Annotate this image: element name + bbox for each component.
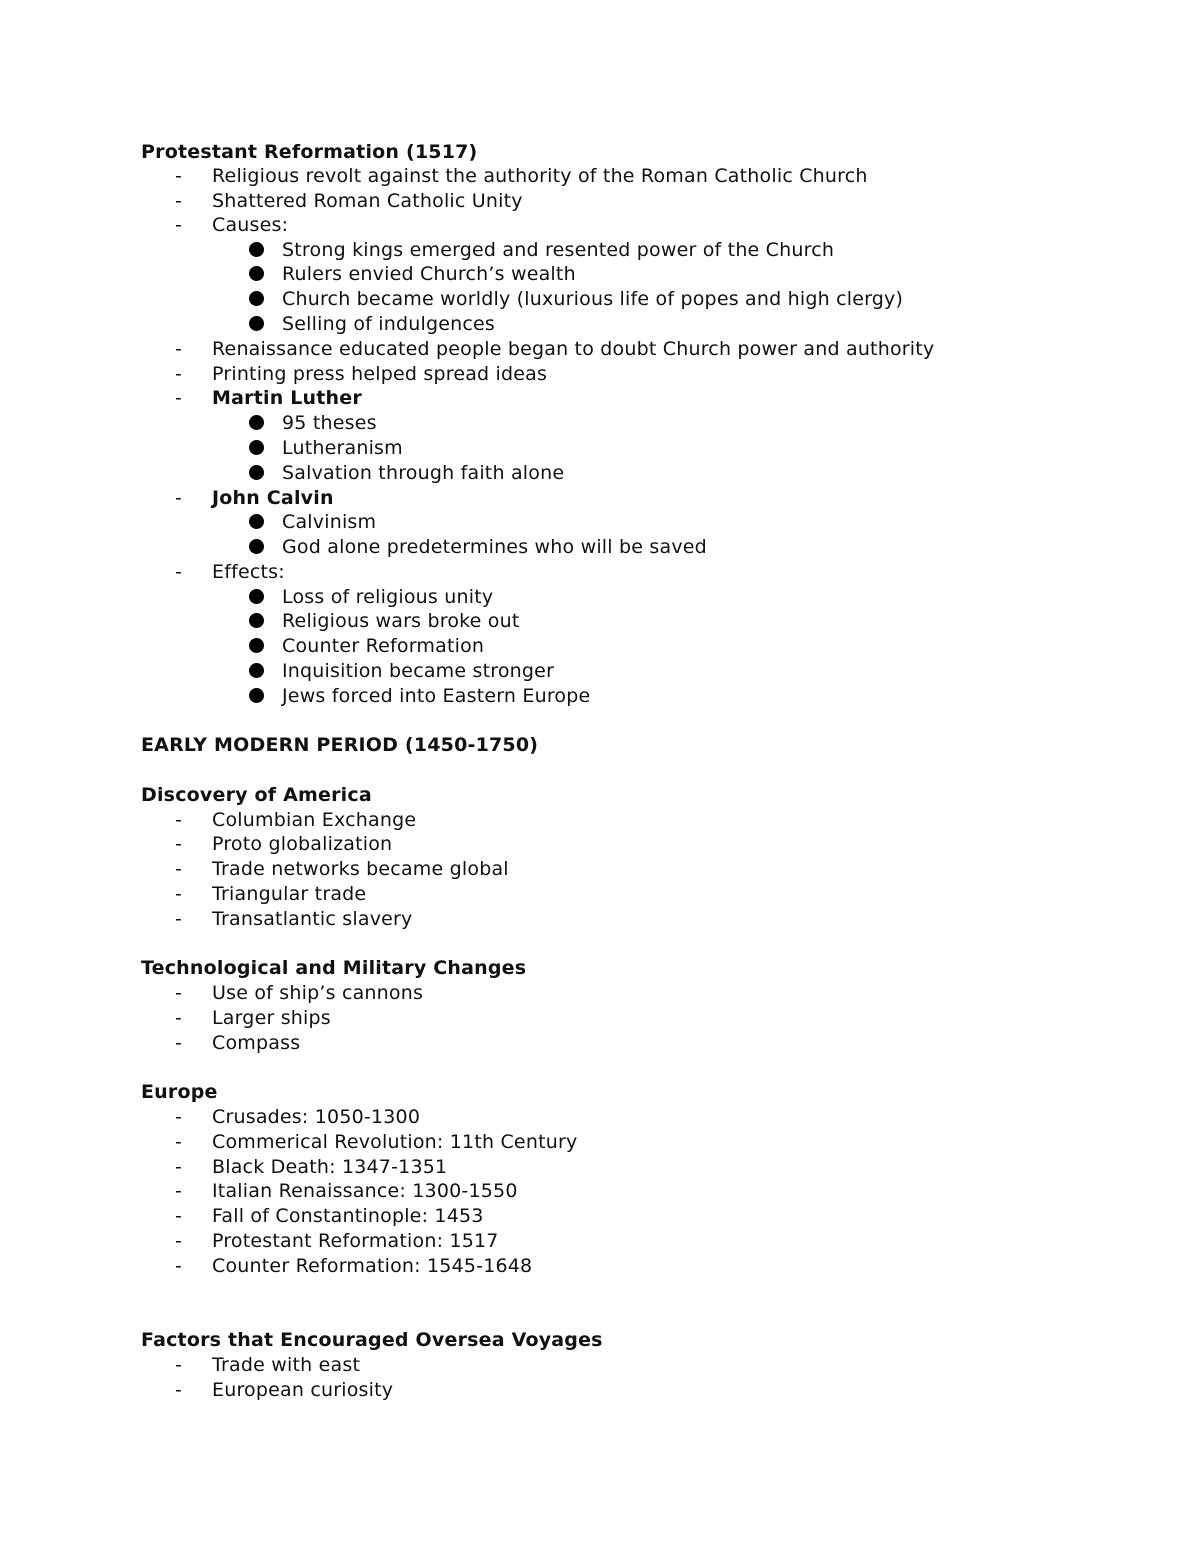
- bullet-dot-icon: [249, 316, 264, 331]
- dash-marker: -: [175, 165, 183, 187]
- sub-list-item-text: 95 theses: [282, 412, 377, 434]
- sub-list-item-text: Rulers envied Church’s wealth: [282, 263, 576, 285]
- bullet-dot-icon: [249, 638, 264, 653]
- sub-list-item: [249, 659, 554, 683]
- sub-list-item: [249, 634, 484, 658]
- dash-marker: -: [175, 1180, 183, 1202]
- dash-marker: -: [175, 1156, 183, 1178]
- list-item: [175, 560, 285, 584]
- list-item-text: Commerical Revolution: 11th Century: [212, 1131, 578, 1153]
- sub-list-item: [249, 461, 564, 485]
- list-item: [175, 1254, 532, 1278]
- list-item-text: Triangular trade: [212, 883, 367, 905]
- list-item-text: Transatlantic slavery: [212, 908, 413, 930]
- sub-list-item-text: God alone predetermines who will be saved: [282, 536, 707, 558]
- bullet-dot-icon: [249, 663, 264, 678]
- list-item-text: Trade with east: [212, 1354, 361, 1376]
- list-item-text: Italian Renaissance: 1300-1550: [212, 1180, 518, 1202]
- list-item-text: Martin Luther: [212, 387, 362, 409]
- list-item-text: Proto globalization: [212, 833, 393, 855]
- bullet-dot-icon: [249, 415, 264, 430]
- section-heading-discovery: Discovery of America: [141, 784, 372, 806]
- list-item-text: Printing press helped spread ideas: [212, 363, 548, 385]
- sub-list-item: [249, 609, 520, 633]
- list-item-text: Protestant Reformation: 1517: [212, 1230, 499, 1252]
- section-heading-reformation: Protestant Reformation (1517): [141, 141, 478, 163]
- list-item-text: Religious revolt against the authority of the Roman Catholic Church: [212, 165, 868, 187]
- list-item: [175, 1229, 499, 1253]
- sub-list-item: [249, 684, 590, 708]
- bullet-dot-icon: [249, 266, 264, 281]
- dash-marker: -: [175, 190, 183, 212]
- dash-marker: -: [175, 858, 183, 880]
- bullet-dot-icon: [249, 291, 264, 306]
- dash-marker: -: [175, 908, 183, 930]
- dash-marker: -: [175, 1255, 183, 1277]
- list-item: [175, 907, 413, 931]
- dash-marker: -: [175, 487, 183, 509]
- list-item: [175, 1130, 577, 1154]
- sub-list-item: [249, 510, 376, 534]
- sub-list-item-text: Loss of religious unity: [282, 586, 494, 608]
- list-item-text: Columbian Exchange: [212, 809, 417, 831]
- dash-marker: -: [175, 833, 183, 855]
- bullet-dot-icon: [249, 589, 264, 604]
- dash-marker: -: [175, 1379, 183, 1401]
- dash-marker: -: [175, 214, 183, 236]
- bullet-dot-icon: [249, 539, 264, 554]
- sub-list-item: [249, 238, 834, 262]
- list-item: [175, 1378, 393, 1402]
- list-item: [175, 1179, 518, 1203]
- bullet-dot-icon: [249, 613, 264, 628]
- list-item: [175, 857, 509, 881]
- list-item: [175, 832, 392, 856]
- sub-list-item: [249, 585, 493, 609]
- list-item: [175, 164, 868, 188]
- sub-list-item: [249, 436, 403, 460]
- bullet-dot-icon: [249, 242, 264, 257]
- list-item-text: Use of ship’s cannons: [212, 982, 424, 1004]
- list-item-text: Fall of Constantinople: 1453: [212, 1205, 484, 1227]
- sub-list-item-text: Church became worldly (luxurious life of popes and high clergy): [282, 288, 904, 310]
- list-item: [175, 1155, 447, 1179]
- dash-marker: -: [175, 363, 183, 385]
- sub-list-item-text: Counter Reformation: [282, 635, 485, 657]
- sub-list-item-text: Salvation through faith alone: [282, 462, 565, 484]
- list-item: [175, 981, 423, 1005]
- list-item: [175, 1105, 420, 1129]
- bullet-dot-icon: [249, 465, 264, 480]
- dash-marker: -: [175, 809, 183, 831]
- dash-marker: -: [175, 1354, 183, 1376]
- list-item-text: Counter Reformation: 1545-1648: [212, 1255, 533, 1277]
- dash-marker: -: [175, 387, 183, 409]
- list-item: [175, 337, 934, 361]
- list-item: [175, 1353, 360, 1377]
- list-item: [175, 808, 416, 832]
- bullet-dot-icon: [249, 688, 264, 703]
- dash-marker: -: [175, 982, 183, 1004]
- section-heading-early-modern: EARLY MODERN PERIOD (1450-1750): [141, 734, 539, 756]
- dash-marker: -: [175, 1205, 183, 1227]
- sub-list-item: [249, 411, 377, 435]
- list-item-text: Crusades: 1050-1300: [212, 1106, 421, 1128]
- dash-marker: -: [175, 1106, 183, 1128]
- sub-list-item-text: Calvinism: [282, 511, 377, 533]
- section-heading-europe: Europe: [141, 1081, 218, 1103]
- list-item-text: Effects:: [212, 561, 285, 583]
- list-item-text: Trade networks became global: [212, 858, 509, 880]
- sub-list-item-text: Selling of indulgences: [282, 313, 496, 335]
- list-item-text: Shattered Roman Catholic Unity: [212, 190, 523, 212]
- list-item: [175, 213, 288, 237]
- list-item: [175, 1031, 300, 1055]
- dash-marker: -: [175, 1131, 183, 1153]
- list-item-text: European curiosity: [212, 1379, 394, 1401]
- list-item: [175, 386, 362, 410]
- bullet-dot-icon: [249, 440, 264, 455]
- list-item: [175, 1204, 484, 1228]
- section-heading-tech: Technological and Military Changes: [141, 957, 527, 979]
- sub-list-item-text: Inquisition became stronger: [282, 660, 555, 682]
- sub-list-item: [249, 262, 576, 286]
- list-item: [175, 1006, 331, 1030]
- list-item-text: Causes:: [212, 214, 289, 236]
- section-heading-factors: Factors that Encouraged Oversea Voyages: [141, 1329, 603, 1351]
- sub-list-item-text: Lutheranism: [282, 437, 403, 459]
- dash-marker: -: [175, 338, 183, 360]
- dash-marker: -: [175, 1230, 183, 1252]
- list-item-text: Compass: [212, 1032, 301, 1054]
- list-item-text: Black Death: 1347-1351: [212, 1156, 448, 1178]
- dash-marker: -: [175, 561, 183, 583]
- bullet-dot-icon: [249, 514, 264, 529]
- list-item: [175, 362, 547, 386]
- dash-marker: -: [175, 883, 183, 905]
- list-item: [175, 882, 366, 906]
- list-item: [175, 189, 523, 213]
- sub-list-item: [249, 287, 903, 311]
- sub-list-item-text: Religious wars broke out: [282, 610, 520, 632]
- list-item-text: Renaissance educated people began to doubt Church power and authority: [212, 338, 935, 360]
- dash-marker: -: [175, 1032, 183, 1054]
- list-item: [175, 486, 334, 510]
- sub-list-item: [249, 535, 707, 559]
- sub-list-item-text: Jews forced into Eastern Europe: [282, 685, 591, 707]
- dash-marker: -: [175, 1007, 183, 1029]
- list-item-text: Larger ships: [212, 1007, 331, 1029]
- sub-list-item: [249, 312, 495, 336]
- list-item-text: John Calvin: [212, 487, 334, 509]
- sub-list-item-text: Strong kings emerged and resented power of the Church: [282, 239, 835, 261]
